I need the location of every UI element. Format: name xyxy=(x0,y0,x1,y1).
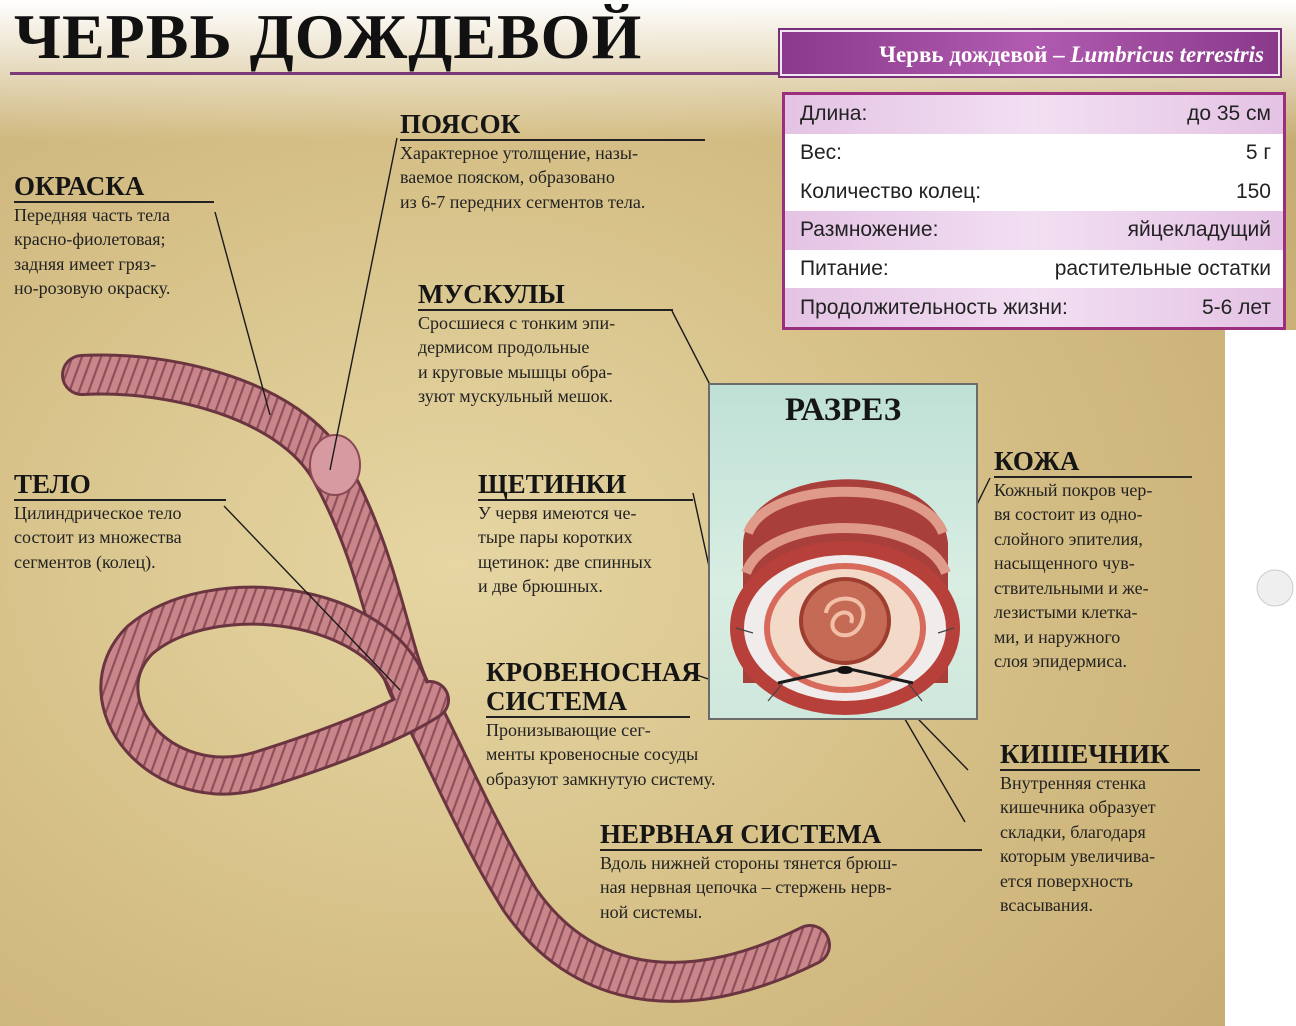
section-text: Характерное утолщение, назы- ваемое пояском, образовано из 6-7 передних сегментов тела. xyxy=(400,142,646,212)
section-heading: НЕРВНАЯ СИСТЕМА xyxy=(600,819,882,849)
section-text: Пронизывающие сег- менты кровеносные сосуды образуют замкнутую систему. xyxy=(486,719,716,789)
section-telo xyxy=(14,470,229,574)
section-heading: СИСТЕМА xyxy=(486,686,627,716)
section-shchetinki xyxy=(478,470,693,599)
species-common-name: Червь дождевой – xyxy=(879,42,1071,67)
section-heading: ЩЕТИНКИ xyxy=(478,469,627,499)
species-latin-name: Lumbricus terrestris xyxy=(1070,42,1264,67)
fact-row xyxy=(785,134,1283,173)
fact-row xyxy=(785,95,1283,134)
fact-label: Размножение: xyxy=(800,218,939,242)
fact-row xyxy=(785,211,1283,250)
fact-row xyxy=(785,250,1283,289)
fact-value: яйцекладущий xyxy=(1127,218,1271,242)
section-kishechnik xyxy=(1000,740,1200,918)
fact-row xyxy=(785,172,1283,211)
section-text: Вдоль нижней стороны тянется брюш- ная нервная цепочка – стержень нерв- ной системы. xyxy=(600,852,898,922)
section-text: Кожный покров чер- вя состоит из одно- слойного эпителия, насыщенного чув- ствительными и же- лезистыми клетка- ми, и наружного слоя эпидермиса. xyxy=(994,479,1153,672)
section-heading: ОКРАСКА xyxy=(14,171,145,201)
fact-value: растительные остатки xyxy=(1054,257,1271,281)
facts-table xyxy=(782,92,1286,330)
fact-label: Длина: xyxy=(800,102,868,126)
fact-value: 5-6 лет xyxy=(1201,295,1271,319)
section-text: У червя имеются че- тыре пары коротких щетинок: две спинных и две брюшных. xyxy=(478,502,652,597)
fact-value: 5 г xyxy=(1245,141,1271,165)
cross-section-illustration xyxy=(708,383,978,720)
section-text: Цилиндрическое тело состоит из множества сегментов (колец). xyxy=(14,502,182,572)
fact-label: Количество колец: xyxy=(800,179,982,203)
section-text: Сросшиеся с тонким эпи- дермисом продольные и круговые мышцы обра- зуют мускульный мешок. xyxy=(418,312,616,407)
section-heading: ТЕЛО xyxy=(14,469,91,499)
section-heading: МУСКУЛЫ xyxy=(418,279,565,309)
section-okraska xyxy=(14,172,229,301)
fact-value: 150 xyxy=(1235,179,1271,203)
fact-label: Продолжительность жизни: xyxy=(800,295,1068,319)
cross-section-title: РАЗРЕЗ xyxy=(784,392,902,428)
title-divider xyxy=(10,72,778,75)
section-text: Передняя часть тела красно-фиолетовая; задняя имеет гряз- но-розовую окраску. xyxy=(14,204,171,299)
section-heading: КРОВЕНОСНАЯ xyxy=(486,657,701,687)
section-heading: КИШЕЧНИК xyxy=(1000,739,1170,769)
fact-label: Питание: xyxy=(800,257,889,281)
section-text: Внутренняя стенка кишечника образует складки, благодаря которым увеличива- ется поверхность всасывания. xyxy=(1000,772,1156,916)
species-banner xyxy=(780,30,1280,76)
page-title: ЧЕРВЬ ДОЖДЕВОЙ xyxy=(14,1,643,72)
section-muskuly xyxy=(418,280,673,409)
fact-label: Вес: xyxy=(800,141,843,165)
section-kozha xyxy=(994,447,1192,674)
section-nervnaya xyxy=(600,820,982,924)
fact-value: до 35 см xyxy=(1187,102,1271,126)
section-poyasok xyxy=(400,110,705,214)
section-heading: КОЖА xyxy=(994,446,1080,476)
fact-row xyxy=(785,288,1283,327)
section-heading: ПОЯСОК xyxy=(400,109,521,139)
